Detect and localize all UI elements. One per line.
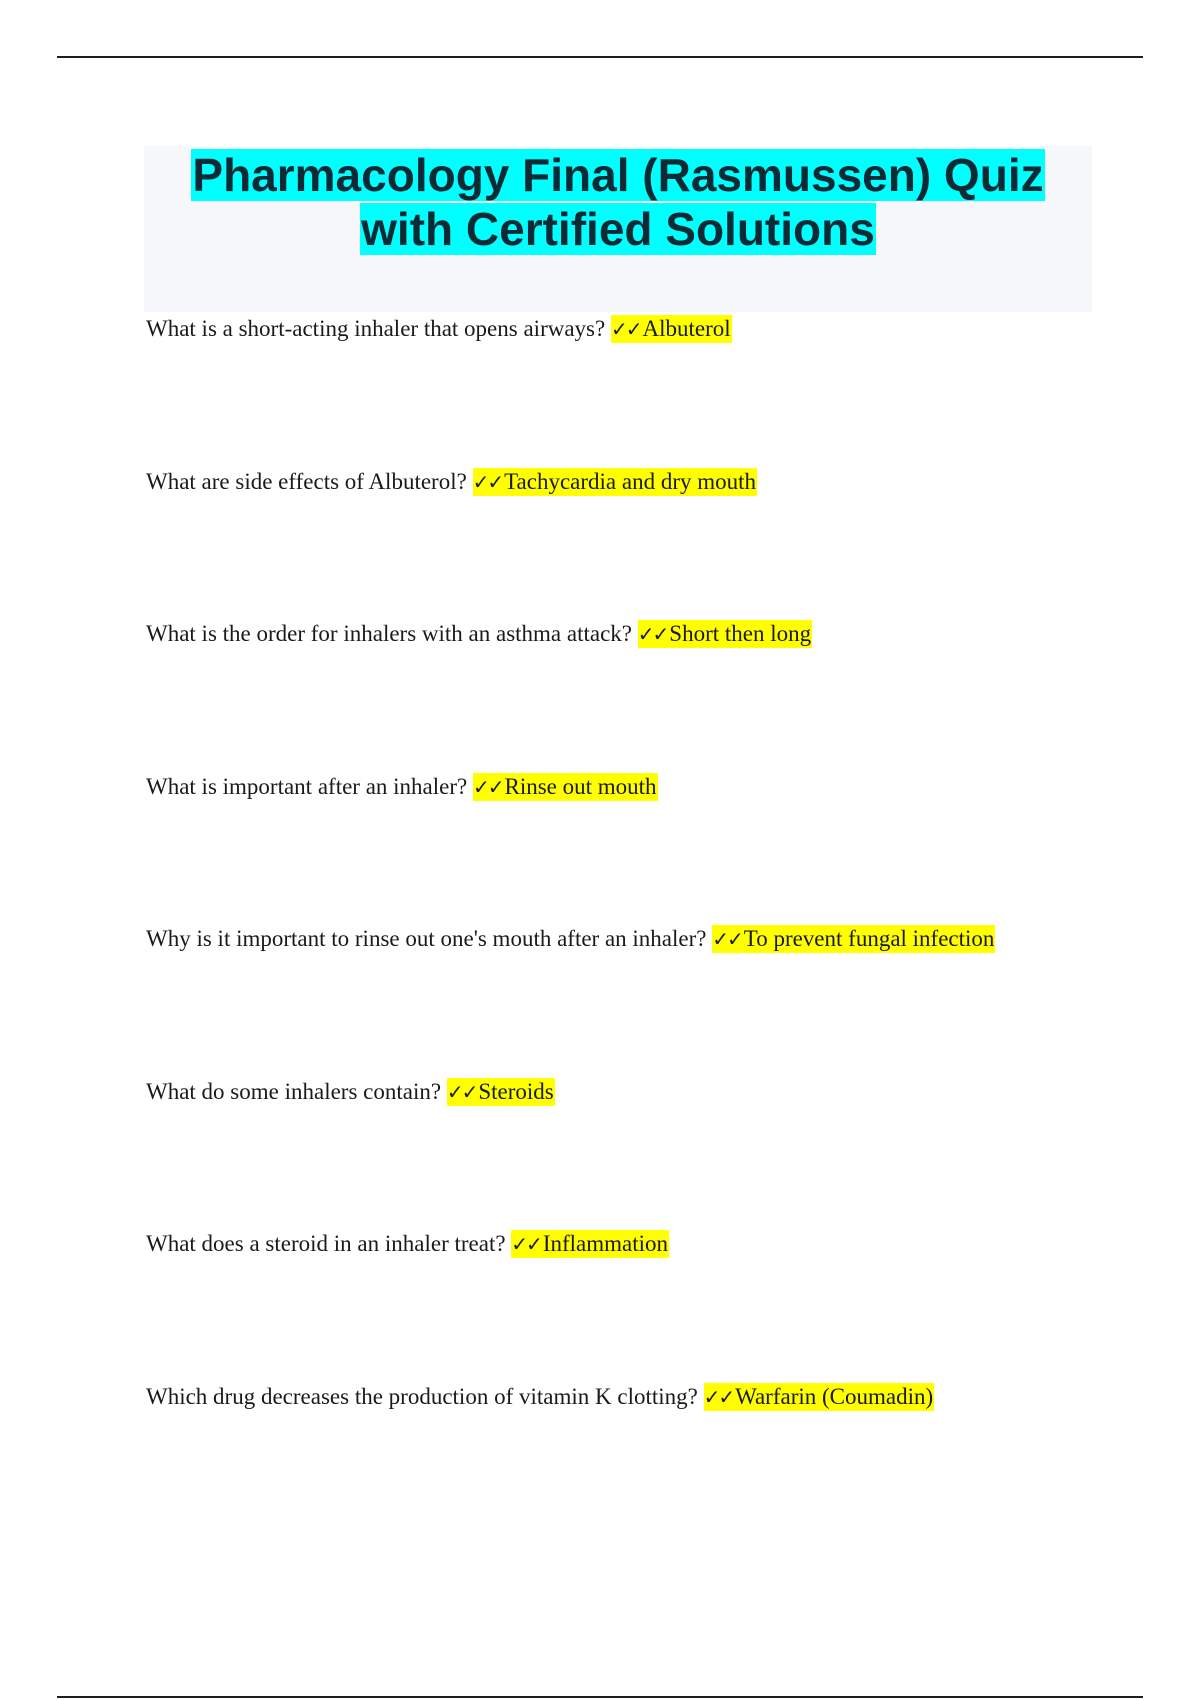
- question-text: What do some inhalers contain?: [146, 1079, 442, 1104]
- qa-item: [146, 467, 757, 497]
- qa-item: [146, 619, 812, 649]
- answer-highlight: [611, 315, 732, 343]
- answer-highlight: [511, 1230, 669, 1258]
- double-check-icon: ✓✓: [610, 317, 641, 341]
- question-text: Why is it important to rinse out one's mouth after an inhaler?: [146, 926, 707, 951]
- answer-highlight: [473, 468, 757, 496]
- qa-item: [146, 1229, 669, 1259]
- question-text: What is a short-acting inhaler that opens airways?: [146, 316, 606, 341]
- document-title: [144, 146, 1092, 256]
- title-block: [144, 146, 1092, 312]
- question-text: What is important after an inhaler?: [146, 774, 468, 799]
- double-check-icon: ✓✓: [637, 622, 668, 646]
- top-rule: [57, 56, 1143, 58]
- question-text: Which drug decreases the production of vitamin K clotting?: [146, 1384, 698, 1409]
- question-text: What does a steroid in an inhaler treat?: [146, 1231, 506, 1256]
- title-line-1: Pharmacology Final (Rasmussen) Quiz: [192, 149, 1044, 201]
- double-check-icon: ✓✓: [712, 927, 742, 951]
- answer-text: Tachycardia and dry mouth: [504, 469, 757, 494]
- answer-highlight: [704, 1383, 935, 1411]
- double-check-icon: ✓✓: [511, 1232, 541, 1256]
- answer-text: Steroids: [478, 1079, 554, 1104]
- qa-item: [146, 924, 995, 954]
- question-text: What are side effects of Albuterol?: [146, 469, 467, 494]
- answer-highlight: [447, 1078, 555, 1106]
- answer-text: Warfarin (Coumadin): [735, 1384, 934, 1409]
- double-check-icon: ✓✓: [472, 775, 503, 799]
- answer-highlight: [712, 925, 995, 953]
- answer-text: Albuterol: [642, 316, 731, 341]
- answer-highlight: [473, 773, 658, 801]
- qa-item: [146, 1382, 934, 1412]
- answer-text: Short then long: [669, 621, 812, 646]
- answer-text: Rinse out mouth: [504, 774, 657, 799]
- double-check-icon: ✓✓: [446, 1080, 477, 1104]
- qa-item: [146, 314, 732, 344]
- answer-highlight: [638, 620, 812, 648]
- qa-item: [146, 772, 658, 802]
- bottom-rule: [57, 1696, 1143, 1698]
- title-line-2: with Certified Solutions: [361, 203, 875, 255]
- double-check-icon: ✓✓: [703, 1385, 734, 1409]
- question-text: What is the order for inhalers with an asthma attack?: [146, 621, 633, 646]
- answer-text: To prevent fungal infection: [743, 926, 995, 951]
- double-check-icon: ✓✓: [472, 470, 503, 494]
- qa-item: [146, 1077, 555, 1107]
- answer-text: Inflammation: [542, 1231, 668, 1256]
